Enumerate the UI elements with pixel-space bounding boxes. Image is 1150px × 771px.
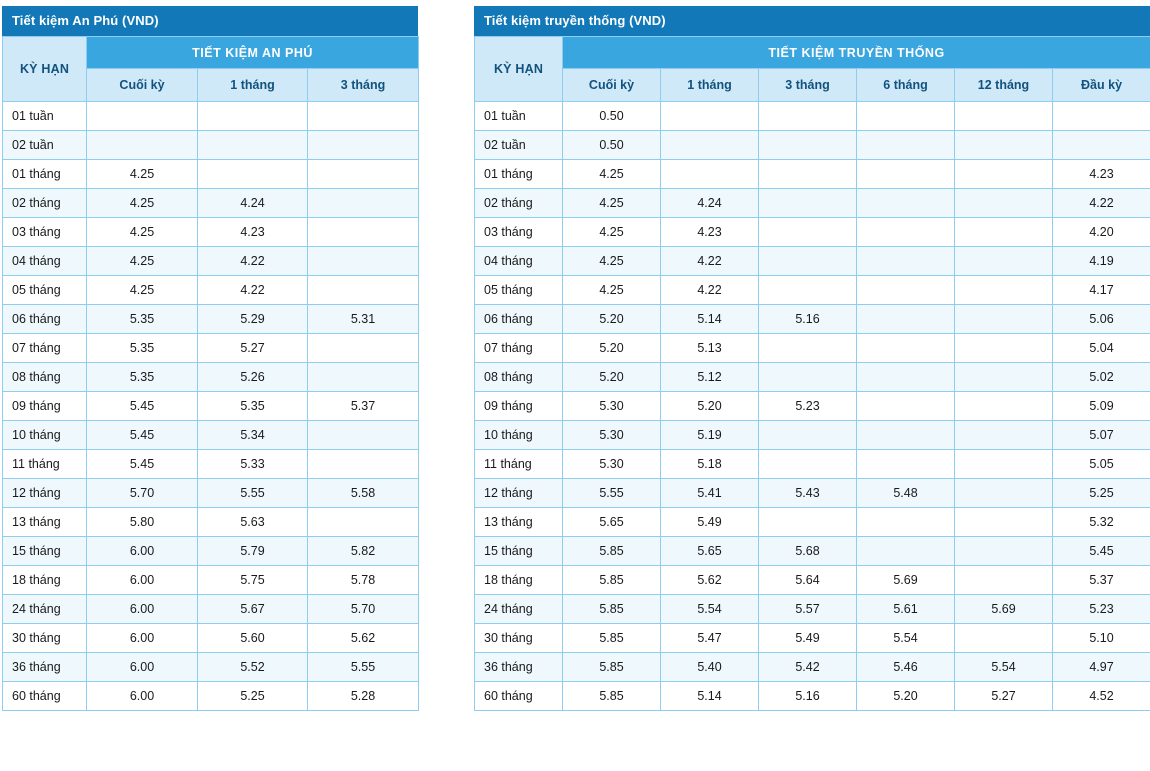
cell-rate: 4.52 (1053, 682, 1150, 711)
cell-rate (759, 131, 857, 160)
cell-rate: 5.47 (661, 624, 759, 653)
cell-rate (759, 189, 857, 218)
cell-term: 11 tháng (475, 450, 563, 479)
cell-term: 01 tháng (475, 160, 563, 189)
cell-rate: 5.23 (1053, 595, 1150, 624)
cell-term: 02 tuần (475, 131, 563, 160)
cell-rate (308, 276, 419, 305)
table-row (3, 682, 419, 711)
table-row (475, 450, 1150, 479)
cell-term: 04 tháng (475, 247, 563, 276)
cell-rate: 5.45 (87, 450, 198, 479)
cell-rate: 4.25 (87, 218, 198, 247)
cell-rate (1053, 102, 1150, 131)
cell-rate: 5.23 (759, 392, 857, 421)
cell-rate: 5.20 (563, 305, 661, 334)
cell-rate (308, 160, 419, 189)
cell-term: 10 tháng (475, 421, 563, 450)
cell-rate: 5.13 (661, 334, 759, 363)
cell-rate: 5.27 (955, 682, 1053, 711)
table-row (475, 363, 1150, 392)
table-row (475, 595, 1150, 624)
cell-rate (955, 160, 1053, 189)
cell-rate: 6.00 (87, 624, 198, 653)
table-row (3, 189, 419, 218)
table-row (475, 189, 1150, 218)
cell-rate: 5.31 (308, 305, 419, 334)
cell-term: 30 tháng (3, 624, 87, 653)
table-row (3, 653, 419, 682)
table-row (3, 508, 419, 537)
cell-rate (308, 247, 419, 276)
cell-rate: 5.65 (563, 508, 661, 537)
column-header-cuoi-ky: Cuối kỳ (563, 69, 661, 102)
cell-rate: 5.41 (661, 479, 759, 508)
cell-term: 24 tháng (475, 595, 563, 624)
table-row (475, 131, 1150, 160)
cell-term: 01 tháng (3, 160, 87, 189)
column-header-term: KỲ HẠN (475, 37, 563, 102)
cell-rate (955, 131, 1053, 160)
cell-term: 09 tháng (3, 392, 87, 421)
cell-rate: 5.61 (857, 595, 955, 624)
cell-rate (759, 363, 857, 392)
cell-term: 36 tháng (3, 653, 87, 682)
cell-term: 15 tháng (3, 537, 87, 566)
cell-rate (308, 421, 419, 450)
table-row (475, 102, 1150, 131)
cell-rate: 5.35 (198, 392, 308, 421)
cell-rate (1053, 131, 1150, 160)
table-body-an-phu (3, 102, 419, 711)
cell-rate (308, 334, 419, 363)
cell-rate (857, 305, 955, 334)
cell-rate: 5.85 (563, 595, 661, 624)
cell-rate: 4.22 (198, 276, 308, 305)
table-row (475, 160, 1150, 189)
table-row (3, 131, 419, 160)
table-row (475, 537, 1150, 566)
cell-rate: 5.27 (198, 334, 308, 363)
cell-term: 09 tháng (475, 392, 563, 421)
cell-rate (759, 247, 857, 276)
cell-rate: 5.65 (661, 537, 759, 566)
cell-rate (857, 450, 955, 479)
cell-rate: 5.69 (955, 595, 1053, 624)
cell-term: 10 tháng (3, 421, 87, 450)
cell-rate (857, 508, 955, 537)
cell-rate: 5.26 (198, 363, 308, 392)
cell-rate (759, 508, 857, 537)
column-group-header: TIẾT KIỆM AN PHÚ (87, 37, 419, 69)
cell-rate: 5.54 (955, 653, 1053, 682)
table-row (3, 450, 419, 479)
table-row (3, 247, 419, 276)
cell-term: 08 tháng (475, 363, 563, 392)
cell-rate: 4.97 (1053, 653, 1150, 682)
cell-rate: 5.35 (87, 305, 198, 334)
cell-rate: 5.28 (308, 682, 419, 711)
cell-rate (857, 189, 955, 218)
table-row (3, 421, 419, 450)
cell-rate (308, 508, 419, 537)
cell-rate (857, 421, 955, 450)
cell-rate: 5.33 (198, 450, 308, 479)
rate-table-truyen-thong (474, 36, 1150, 711)
cell-term: 07 tháng (475, 334, 563, 363)
table-row (3, 305, 419, 334)
cell-rate: 5.09 (1053, 392, 1150, 421)
table-row (475, 218, 1150, 247)
savings-table-truyen-thong (474, 6, 1150, 711)
cell-rate (955, 421, 1053, 450)
column-header-dau-ky: Đầu kỳ (1053, 69, 1150, 102)
cell-term: 02 tháng (475, 189, 563, 218)
column-header-1-thang: 1 tháng (198, 69, 308, 102)
cell-rate (955, 537, 1053, 566)
cell-term: 15 tháng (475, 537, 563, 566)
cell-rate: 5.80 (87, 508, 198, 537)
cell-rate (955, 363, 1053, 392)
cell-rate: 5.25 (1053, 479, 1150, 508)
cell-term: 36 tháng (475, 653, 563, 682)
table-row (475, 624, 1150, 653)
cell-rate: 4.19 (1053, 247, 1150, 276)
cell-rate: 5.05 (1053, 450, 1150, 479)
table-header-row-group (475, 37, 1150, 69)
savings-table-an-phu (2, 6, 418, 711)
cell-rate: 5.30 (563, 421, 661, 450)
cell-rate (955, 305, 1053, 334)
cell-rate: 5.16 (759, 682, 857, 711)
cell-rate: 4.22 (661, 276, 759, 305)
cell-rate: 6.00 (87, 566, 198, 595)
cell-rate (87, 131, 198, 160)
cell-rate: 5.67 (198, 595, 308, 624)
cell-rate (955, 508, 1053, 537)
cell-rate (661, 131, 759, 160)
cell-rate: 5.69 (857, 566, 955, 595)
cell-rate (955, 189, 1053, 218)
cell-rate: 5.68 (759, 537, 857, 566)
cell-rate: 5.14 (661, 682, 759, 711)
cell-rate (198, 160, 308, 189)
cell-rate (955, 479, 1053, 508)
table-row (475, 334, 1150, 363)
column-header-1-thang: 1 tháng (661, 69, 759, 102)
cell-rate: 5.54 (661, 595, 759, 624)
cell-rate: 5.43 (759, 479, 857, 508)
cell-rate: 5.04 (1053, 334, 1150, 363)
table-row (3, 624, 419, 653)
cell-rate (759, 102, 857, 131)
cell-rate: 5.18 (661, 450, 759, 479)
cell-rate: 5.75 (198, 566, 308, 595)
cell-rate (308, 131, 419, 160)
cell-rate: 5.16 (759, 305, 857, 334)
cell-rate (308, 218, 419, 247)
table-row (475, 276, 1150, 305)
cell-term: 04 tháng (3, 247, 87, 276)
table-row (3, 276, 419, 305)
cell-rate (857, 247, 955, 276)
cell-rate: 5.20 (857, 682, 955, 711)
cell-term: 02 tuần (3, 131, 87, 160)
cell-rate (759, 421, 857, 450)
cell-rate: 5.06 (1053, 305, 1150, 334)
cell-term: 05 tháng (3, 276, 87, 305)
cell-rate: 5.12 (661, 363, 759, 392)
cell-rate (661, 160, 759, 189)
cell-term: 12 tháng (475, 479, 563, 508)
cell-rate: 4.25 (563, 160, 661, 189)
cell-rate: 5.55 (308, 653, 419, 682)
cell-rate: 5.45 (87, 421, 198, 450)
table-title-an-phu: Tiết kiệm An Phú (VND) (2, 6, 418, 36)
cell-rate (308, 189, 419, 218)
cell-rate: 0.50 (563, 131, 661, 160)
cell-rate: 5.32 (1053, 508, 1150, 537)
column-header-3-thang: 3 tháng (308, 69, 419, 102)
cell-rate (955, 247, 1053, 276)
cell-term: 30 tháng (475, 624, 563, 653)
cell-rate: 5.20 (563, 334, 661, 363)
cell-term: 01 tuần (475, 102, 563, 131)
cell-rate: 5.34 (198, 421, 308, 450)
cell-term: 13 tháng (3, 508, 87, 537)
table-row (3, 566, 419, 595)
cell-rate: 6.00 (87, 682, 198, 711)
cell-rate: 5.62 (661, 566, 759, 595)
cell-rate (857, 537, 955, 566)
cell-rate: 4.22 (661, 247, 759, 276)
table-row (3, 595, 419, 624)
table-row (475, 392, 1150, 421)
cell-rate (857, 363, 955, 392)
cell-rate: 5.25 (198, 682, 308, 711)
cell-rate (759, 276, 857, 305)
cell-rate: 5.49 (759, 624, 857, 653)
table-row (475, 508, 1150, 537)
cell-rate: 4.24 (198, 189, 308, 218)
cell-term: 06 tháng (475, 305, 563, 334)
cell-rate: 4.25 (87, 189, 198, 218)
table-row (3, 160, 419, 189)
cell-rate: 5.70 (87, 479, 198, 508)
table-row (475, 566, 1150, 595)
table-row (475, 653, 1150, 682)
cell-rate: 5.37 (1053, 566, 1150, 595)
cell-rate: 5.45 (87, 392, 198, 421)
table-row (3, 392, 419, 421)
table-row (475, 479, 1150, 508)
cell-rate: 5.29 (198, 305, 308, 334)
cell-rate: 5.70 (308, 595, 419, 624)
cell-rate: 5.37 (308, 392, 419, 421)
cell-rate: 5.45 (1053, 537, 1150, 566)
cell-rate: 5.07 (1053, 421, 1150, 450)
cell-rate: 5.30 (563, 450, 661, 479)
cell-rate: 4.25 (563, 218, 661, 247)
column-header-12-thang: 12 tháng (955, 69, 1053, 102)
cell-rate: 4.23 (198, 218, 308, 247)
table-row (3, 334, 419, 363)
table-head-an-phu (3, 37, 419, 102)
cell-term: 03 tháng (475, 218, 563, 247)
cell-rate: 5.42 (759, 653, 857, 682)
cell-rate: 4.17 (1053, 276, 1150, 305)
cell-term: 07 tháng (3, 334, 87, 363)
cell-rate (661, 102, 759, 131)
cell-rate (857, 392, 955, 421)
cell-rate: 5.85 (563, 537, 661, 566)
table-row (3, 479, 419, 508)
cell-rate (857, 131, 955, 160)
cell-rate: 4.23 (661, 218, 759, 247)
column-header-3-thang: 3 tháng (759, 69, 857, 102)
cell-rate: 5.49 (661, 508, 759, 537)
cell-rate (198, 131, 308, 160)
cell-rate: 5.14 (661, 305, 759, 334)
cell-rate: 5.55 (563, 479, 661, 508)
cell-rate: 5.20 (661, 392, 759, 421)
table-title-truyen-thong: Tiết kiệm truyền thống (VND) (474, 6, 1150, 36)
cell-rate: 5.63 (198, 508, 308, 537)
cell-rate: 5.85 (563, 682, 661, 711)
cell-rate (857, 276, 955, 305)
cell-rate: 5.58 (308, 479, 419, 508)
cell-rate (955, 334, 1053, 363)
table-row (3, 363, 419, 392)
table-header-row-group (3, 37, 419, 69)
cell-rate: 5.20 (563, 363, 661, 392)
cell-rate: 5.10 (1053, 624, 1150, 653)
column-header-term: KỲ HẠN (3, 37, 87, 102)
cell-rate: 4.25 (563, 189, 661, 218)
table-head-truyen-thong (475, 37, 1150, 102)
cell-rate: 5.85 (563, 653, 661, 682)
cell-rate: 5.35 (87, 363, 198, 392)
cell-rate: 4.25 (563, 247, 661, 276)
cell-rate: 5.52 (198, 653, 308, 682)
cell-rate: 6.00 (87, 537, 198, 566)
cell-rate: 4.20 (1053, 218, 1150, 247)
cell-rate: 4.22 (1053, 189, 1150, 218)
cell-rate (955, 392, 1053, 421)
cell-rate (308, 363, 419, 392)
cell-rate: 5.82 (308, 537, 419, 566)
cell-rate (955, 218, 1053, 247)
cell-rate (759, 218, 857, 247)
cell-rate: 4.25 (87, 247, 198, 276)
cell-rate (857, 102, 955, 131)
cell-rate: 6.00 (87, 653, 198, 682)
cell-rate: 5.54 (857, 624, 955, 653)
cell-term: 08 tháng (3, 363, 87, 392)
cell-rate: 5.30 (563, 392, 661, 421)
cell-term: 18 tháng (3, 566, 87, 595)
column-header-cuoi-ky: Cuối kỳ (87, 69, 198, 102)
cell-rate: 5.62 (308, 624, 419, 653)
cell-rate (198, 102, 308, 131)
cell-rate: 5.64 (759, 566, 857, 595)
cell-rate: 5.85 (563, 566, 661, 595)
cell-rate: 4.23 (1053, 160, 1150, 189)
table-row (475, 305, 1150, 334)
cell-rate (759, 160, 857, 189)
cell-rate: 4.25 (87, 160, 198, 189)
cell-rate (955, 624, 1053, 653)
cell-rate (955, 450, 1053, 479)
cell-rate: 5.85 (563, 624, 661, 653)
table-row (3, 102, 419, 131)
cell-term: 03 tháng (3, 218, 87, 247)
cell-rate (955, 276, 1053, 305)
cell-rate (308, 102, 419, 131)
cell-rate: 0.50 (563, 102, 661, 131)
cell-rate (759, 450, 857, 479)
cell-rate (857, 218, 955, 247)
cell-rate (857, 334, 955, 363)
cell-term: 02 tháng (3, 189, 87, 218)
cell-rate: 5.78 (308, 566, 419, 595)
cell-rate (955, 102, 1053, 131)
table-header-row-sub (475, 69, 1150, 102)
cell-term: 06 tháng (3, 305, 87, 334)
cell-rate (87, 102, 198, 131)
rate-table-an-phu (2, 36, 419, 711)
cell-rate: 5.19 (661, 421, 759, 450)
table-row (475, 421, 1150, 450)
cell-rate: 5.48 (857, 479, 955, 508)
table-row (475, 682, 1150, 711)
table-row (475, 247, 1150, 276)
cell-rate (308, 450, 419, 479)
cell-rate (857, 160, 955, 189)
cell-rate: 5.60 (198, 624, 308, 653)
cell-term: 60 tháng (475, 682, 563, 711)
cell-rate (759, 334, 857, 363)
column-header-6-thang: 6 tháng (857, 69, 955, 102)
cell-rate: 4.22 (198, 247, 308, 276)
cell-rate: 5.55 (198, 479, 308, 508)
cell-term: 60 tháng (3, 682, 87, 711)
cell-rate: 4.25 (87, 276, 198, 305)
cell-term: 13 tháng (475, 508, 563, 537)
cell-term: 01 tuần (3, 102, 87, 131)
cell-term: 12 tháng (3, 479, 87, 508)
cell-term: 24 tháng (3, 595, 87, 624)
cell-rate: 6.00 (87, 595, 198, 624)
table-body-truyen-thong (475, 102, 1150, 711)
cell-rate: 5.57 (759, 595, 857, 624)
cell-rate: 4.24 (661, 189, 759, 218)
cell-term: 05 tháng (475, 276, 563, 305)
cell-rate: 5.79 (198, 537, 308, 566)
table-row (3, 218, 419, 247)
cell-term: 18 tháng (475, 566, 563, 595)
table-row (3, 537, 419, 566)
cell-term: 11 tháng (3, 450, 87, 479)
cell-rate (955, 566, 1053, 595)
cell-rate: 5.35 (87, 334, 198, 363)
cell-rate: 4.25 (563, 276, 661, 305)
cell-rate: 5.02 (1053, 363, 1150, 392)
cell-rate: 5.46 (857, 653, 955, 682)
column-group-header: TIẾT KIỆM TRUYỀN THỐNG (563, 37, 1150, 69)
cell-rate: 5.40 (661, 653, 759, 682)
